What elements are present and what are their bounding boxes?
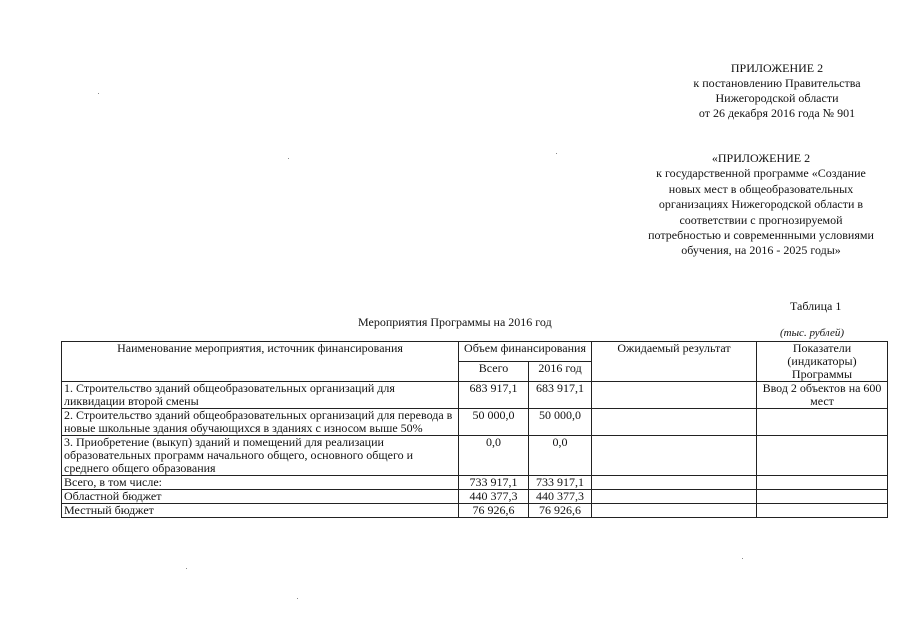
- program-appendix-line: организациях Нижегородской области в: [658, 197, 864, 212]
- scan-speck: [556, 153, 557, 154]
- row-result: [592, 476, 757, 490]
- row-name: Местный бюджет: [62, 504, 459, 518]
- scan-speck: [288, 158, 289, 159]
- row-result: [592, 436, 757, 476]
- row-total: 50 000,0: [459, 409, 529, 436]
- row-year: 50 000,0: [529, 409, 592, 436]
- row-name: 1. Строительство зданий общеобразовательных организаций для ликвидации второй смены: [62, 382, 459, 409]
- row-year: 0,0: [529, 436, 592, 476]
- row-indicator: [757, 490, 888, 504]
- row-indicator: [757, 476, 888, 490]
- program-appendix-line: соответствии с прогнозируемой: [679, 212, 843, 227]
- row-total: 683 917,1: [459, 382, 529, 409]
- row-name: 3. Приобретение (выкуп) зданий и помещений для реализации образовательных программ начального общего, основного общего и среднего общего образования: [62, 436, 459, 476]
- row-result: [592, 409, 757, 436]
- row-year: 440 377,3: [529, 490, 592, 504]
- table-row: [62, 436, 888, 476]
- appendix-line: Нижегородской области: [715, 91, 839, 105]
- program-appendix-line: обучения, на 2016 - 2025 годы»: [681, 243, 841, 258]
- row-year: 76 926,6: [529, 504, 592, 518]
- table-row-total: [62, 476, 888, 490]
- program-appendix-line: потребностью и современнными условиями: [648, 228, 874, 243]
- row-indicator: [757, 436, 888, 476]
- measures-table: [61, 341, 888, 518]
- row-total: 440 377,3: [459, 490, 529, 504]
- appendix-line: к постановлению Правительства: [693, 76, 861, 90]
- row-total: 0,0: [459, 436, 529, 476]
- program-appendix-line: новых мест в общеобразовательных: [668, 181, 854, 196]
- scan-speck: [742, 558, 743, 559]
- units-label: (тыс. рублей): [780, 327, 845, 339]
- row-total: 76 926,6: [459, 504, 529, 518]
- header-total: Всего: [459, 362, 529, 382]
- row-indicator: Ввод 2 объектов на 600 мест: [757, 382, 888, 409]
- table-header-row: [62, 342, 888, 362]
- table-label: Таблица 1: [790, 299, 842, 313]
- table-row: [62, 382, 888, 409]
- program-appendix-line: «ПРИЛОЖЕНИЕ 2: [711, 151, 811, 165]
- row-year: 733 917,1: [529, 476, 592, 490]
- scan-speck: [186, 568, 187, 569]
- appendix-line: ПРИЛОЖЕНИЕ 2: [730, 61, 824, 75]
- table-title: Мероприятия Программы на 2016 год: [358, 315, 552, 329]
- header-name: Наименование мероприятия, источник финансирования: [62, 342, 459, 382]
- row-total: 733 917,1: [459, 476, 529, 490]
- program-appendix-header: [636, 151, 886, 259]
- row-indicator: [757, 504, 888, 518]
- row-result: [592, 382, 757, 409]
- scan-speck: [297, 598, 298, 599]
- table-row: [62, 409, 888, 436]
- row-result: [592, 504, 757, 518]
- row-name: Всего, в том числе:: [62, 476, 459, 490]
- appendix-line: от 26 декабря 2016 года № 901: [698, 106, 856, 120]
- scan-speck: [98, 93, 99, 94]
- row-result: [592, 490, 757, 504]
- header-funding: Объем финансирования: [459, 342, 592, 362]
- row-indicator: [757, 409, 888, 436]
- table-row: [62, 490, 888, 504]
- appendix-header: [670, 61, 884, 121]
- table-row: [62, 504, 888, 518]
- row-year: 683 917,1: [529, 382, 592, 409]
- header-indicators: Показатели (индикаторы) Программы: [757, 342, 888, 382]
- header-year: 2016 год: [529, 362, 592, 382]
- row-name: 2. Строительство зданий общеобразовательных организаций для перевода в новые школьные здания обучающихся в зданиях с износом выше 50%: [62, 409, 459, 436]
- program-appendix-line: к государственной программе «Создание: [656, 166, 866, 181]
- header-result: Ожидаемый результат: [592, 342, 757, 382]
- row-name: Областной бюджет: [62, 490, 459, 504]
